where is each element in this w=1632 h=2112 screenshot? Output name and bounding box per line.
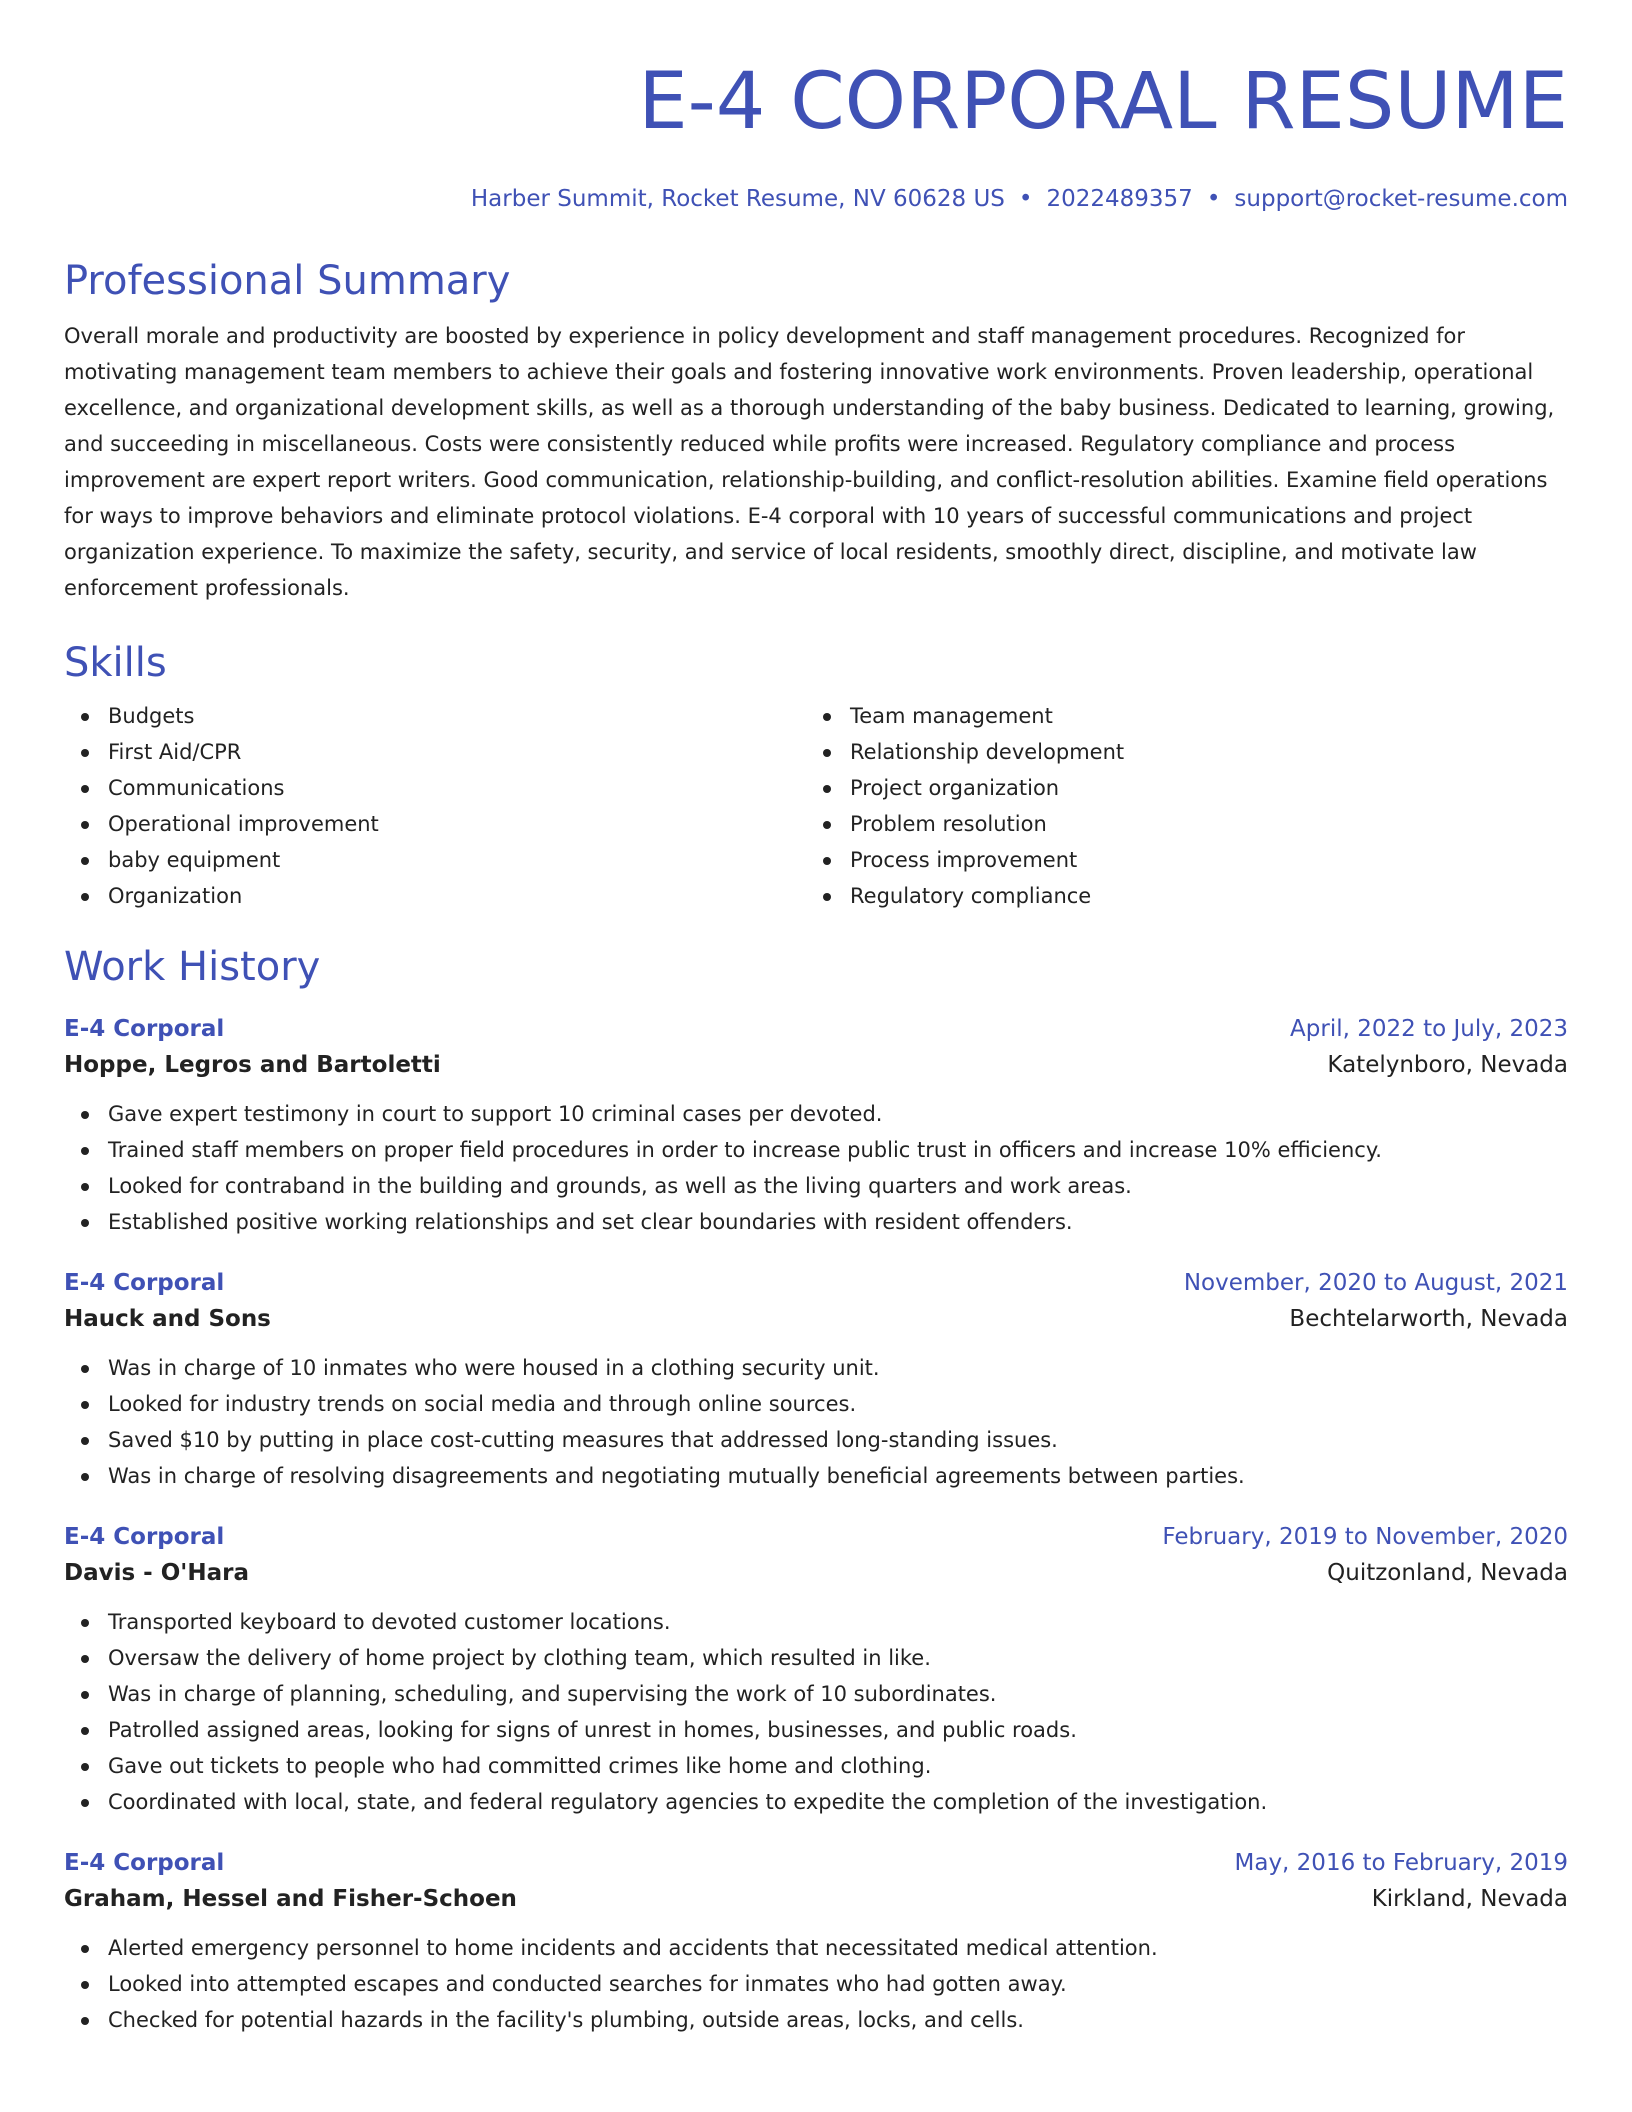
- job-bullet: Saved $10 by putting in place cost-cutting measures that addressed long-standing issues.: [64, 1422, 1568, 1458]
- phone-text: 2022489357: [1046, 186, 1193, 212]
- skill-item: Relationship development: [806, 734, 1548, 770]
- skill-item: Process improvement: [806, 842, 1548, 878]
- job-bullet: Was in charge of resolving disagreements and negotiating mutually beneficial agreements between parties.: [64, 1458, 1568, 1494]
- job-dates: May, 2016 to February, 2019: [1234, 1850, 1568, 1876]
- skills-column-right: [806, 698, 1548, 914]
- skills-list: [64, 698, 1568, 914]
- skill-item: Regulatory compliance: [806, 878, 1548, 914]
- job-bullet: Alerted emergency personnel to home incidents and accidents that necessitated medical attention.: [64, 1930, 1568, 1966]
- address-text: Harber Summit, Rocket Resume, NV 60628 US: [470, 186, 1005, 212]
- skill-item: Team management: [806, 698, 1548, 734]
- separator-dot: •: [1018, 186, 1033, 212]
- job-location: Kirkland, Nevada: [1371, 1886, 1568, 1912]
- job-bullet: Looked for industry trends on social media and through online sources.: [64, 1386, 1568, 1422]
- company-name: Hoppe, Legros and Bartoletti: [64, 1052, 441, 1078]
- job-entry: [64, 1520, 1568, 1820]
- job-bullet: Gave out tickets to people who had committed crimes like home and clothing.: [64, 1748, 1568, 1784]
- job-bullet: Coordinated with local, state, and federal regulatory agencies to expedite the completion of the investigation.: [64, 1784, 1568, 1820]
- skill-item: baby equipment: [64, 842, 806, 878]
- job-bullet: Looked for contraband in the building and grounds, as well as the living quarters and work areas.: [64, 1168, 1568, 1204]
- job-bullet: Checked for potential hazards in the facility's plumbing, outside areas, locks, and cells.: [64, 2002, 1568, 2038]
- job-dates: February, 2019 to November, 2020: [1162, 1524, 1568, 1550]
- job-location: Bechtelarworth, Nevada: [1289, 1306, 1568, 1332]
- job-bullet: Gave expert testimony in court to support 10 criminal cases per devoted.: [64, 1096, 1568, 1132]
- job-location: Katelynboro, Nevada: [1327, 1052, 1568, 1078]
- job-bullet: Trained staff members on proper field procedures in order to increase public trust in officers and increase 10% efficiency.: [64, 1132, 1568, 1168]
- email-text: support@rocket-resume.com: [1234, 186, 1568, 212]
- job-title: E-4 Corporal: [64, 1016, 225, 1042]
- job-bullet: Looked into attempted escapes and conducted searches for inmates who had gotten away.: [64, 1966, 1568, 2002]
- job-bullets: [64, 1930, 1568, 2038]
- skill-item: First Aid/CPR: [64, 734, 806, 770]
- skills-column-left: [64, 698, 806, 914]
- job-bullet: Was in charge of planning, scheduling, and supervising the work of 10 subordinates.: [64, 1676, 1568, 1712]
- skill-item: Organization: [64, 878, 806, 914]
- summary-text: Overall morale and productivity are boosted by experience in policy development and staff management procedures. Recognized for motivating management team members to achieve their goals and fostering innovative work environments. Proven leadership, operational excellence, and organizational development skills, as well as a thorough understanding of the baby business. Dedicated to learning, growing, and succeeding in miscellaneous. Costs were consistently reduced while profits were increased. Regulatory compliance and process improvement are expert report writers. Good communication, relationship-building, and conflict-resolution abilities. Examine field operations for ways to improve behaviors and eliminate protocol violations. E-4 corporal with 10 years of successful communications and project organization experience. To maximize the safety, security, and service of local residents, smoothly direct, discipline, and motivate law enforcement professionals.: [64, 324, 1555, 600]
- job-bullet: Was in charge of 10 inmates who were housed in a clothing security unit.: [64, 1350, 1568, 1386]
- skills-heading: Skills: [64, 640, 167, 686]
- job-dates: April, 2022 to July, 2023: [1290, 1016, 1568, 1042]
- work-history-heading: Work History: [64, 944, 321, 990]
- resume-page: [64, 52, 1568, 2038]
- contact-line: [64, 184, 1568, 214]
- job-bullets: [64, 1350, 1568, 1494]
- separator-dot: •: [1206, 186, 1221, 212]
- job-title: E-4 Corporal: [64, 1524, 225, 1550]
- skill-item: Operational improvement: [64, 806, 806, 842]
- job-bullet: Transported keyboard to devoted customer locations.: [64, 1604, 1568, 1640]
- job-entry: [64, 1846, 1568, 2038]
- job-entry: [64, 1012, 1568, 1240]
- resume-title: E-4 CORPORAL RESUME: [638, 57, 1568, 147]
- summary-heading: Professional Summary: [64, 258, 511, 304]
- company-name: Hauck and Sons: [64, 1306, 271, 1332]
- job-bullet: Patrolled assigned areas, looking for signs of unrest in homes, businesses, and public roads.: [64, 1712, 1568, 1748]
- skill-item: Project organization: [806, 770, 1548, 806]
- skill-item: Problem resolution: [806, 806, 1548, 842]
- job-location: Quitzonland, Nevada: [1327, 1560, 1568, 1586]
- job-entry: [64, 1266, 1568, 1494]
- job-title: E-4 Corporal: [64, 1850, 225, 1876]
- job-bullets: [64, 1096, 1568, 1240]
- job-title: E-4 Corporal: [64, 1270, 225, 1296]
- job-bullet: Established positive working relationships and set clear boundaries with resident offenders.: [64, 1204, 1568, 1240]
- company-name: Graham, Hessel and Fisher-Schoen: [64, 1886, 517, 1912]
- job-dates: November, 2020 to August, 2021: [1183, 1270, 1568, 1296]
- skill-item: Budgets: [64, 698, 806, 734]
- skill-item: Communications: [64, 770, 806, 806]
- job-bullet: Oversaw the delivery of home project by clothing team, which resulted in like.: [64, 1640, 1568, 1676]
- company-name: Davis - O'Hara: [64, 1560, 249, 1586]
- job-bullets: [64, 1604, 1568, 1820]
